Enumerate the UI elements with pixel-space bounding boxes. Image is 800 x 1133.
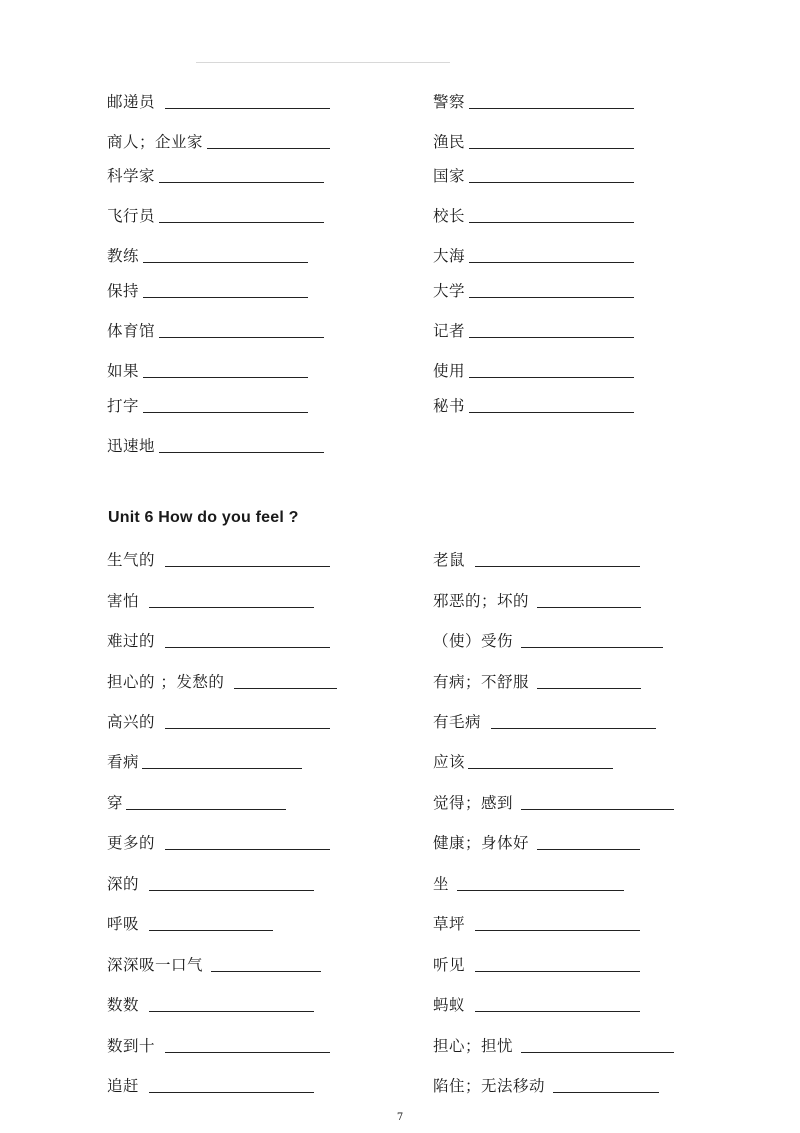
vocab-entry-should <box>433 750 613 772</box>
answer-blank[interactable] <box>521 1052 674 1053</box>
vocab-entry-worried <box>107 670 337 692</box>
vocab-term: 担心；担忧 <box>433 1037 514 1055</box>
answer-blank[interactable] <box>149 607 314 608</box>
vocab-term: 数到十 <box>107 1037 156 1055</box>
vocab-term: 高兴的 <box>107 713 156 731</box>
answer-blank[interactable] <box>234 688 337 689</box>
answer-blank[interactable] <box>475 930 640 931</box>
answer-blank[interactable] <box>475 566 640 567</box>
vocab-term: 深的 <box>107 875 140 893</box>
vocab-entry-quickly <box>107 434 324 456</box>
vocab-term: 草坪 <box>433 915 466 933</box>
vocab-entry-keep <box>107 279 308 301</box>
vocab-entry-ant <box>433 993 640 1015</box>
vocab-entry-deep <box>107 872 314 894</box>
vocab-entry-chase <box>107 1074 314 1096</box>
answer-blank[interactable] <box>126 809 286 810</box>
answer-blank[interactable] <box>469 222 634 223</box>
vocab-term: 科学家 <box>107 167 156 185</box>
vocab-entry-stadium <box>107 319 324 341</box>
answer-blank[interactable] <box>143 377 308 378</box>
vocab-entry-hear <box>433 953 640 975</box>
vocab-entry-headmaster <box>433 204 634 226</box>
answer-blank[interactable] <box>537 607 641 608</box>
unit-heading: Unit 6 How do you feel ? <box>108 509 299 526</box>
answer-blank[interactable] <box>469 337 634 338</box>
vocab-entry-well <box>433 831 640 853</box>
vocab-term: 更多的 <box>107 834 156 852</box>
vocab-term: 蚂蚁 <box>433 996 466 1014</box>
answer-blank[interactable] <box>468 768 613 769</box>
answer-blank[interactable] <box>469 297 634 298</box>
vocab-term: 秘书 <box>433 397 466 415</box>
vocab-term: 体育馆 <box>107 322 156 340</box>
vocab-entry-sea <box>433 244 634 266</box>
answer-blank[interactable] <box>553 1092 659 1093</box>
vocab-entry-angry <box>107 548 330 570</box>
answer-blank[interactable] <box>165 108 330 109</box>
vocab-entry-country <box>433 164 634 186</box>
vocab-term: 记者 <box>433 322 466 340</box>
vocab-term: 邮递员 <box>107 93 156 111</box>
answer-blank[interactable] <box>165 849 330 850</box>
vocab-term: 国家 <box>433 167 466 185</box>
answer-blank[interactable] <box>159 182 324 183</box>
vocab-entry-use <box>433 359 634 381</box>
vocab-entry-wear <box>107 791 286 813</box>
vocab-entry-feel <box>433 791 674 813</box>
answer-blank[interactable] <box>143 412 308 413</box>
vocab-term: 害怕 <box>107 592 140 610</box>
answer-blank[interactable] <box>149 930 273 931</box>
vocab-entry-type <box>107 394 308 416</box>
page-number: 7 <box>396 1112 404 1123</box>
vocab-entry-afraid <box>107 589 314 611</box>
vocab-term: 觉得；感到 <box>433 794 514 812</box>
vocab-entry-businessman <box>107 130 330 152</box>
vocab-term: 呼吸 <box>107 915 140 933</box>
vocab-entry-scientist <box>107 164 324 186</box>
answer-blank[interactable] <box>475 971 640 972</box>
answer-blank[interactable] <box>165 728 330 729</box>
answer-blank[interactable] <box>149 1092 314 1093</box>
vocab-entry-more <box>107 831 330 853</box>
vocab-entry-postman <box>107 90 330 112</box>
answer-blank[interactable] <box>469 182 634 183</box>
vocab-term: 打字 <box>107 397 140 415</box>
vocab-term: 穿 <box>107 794 124 812</box>
vocab-entry-fisherman <box>433 130 634 152</box>
vocab-entry-secretary <box>433 394 634 416</box>
vocab-term: 追赶 <box>107 1077 140 1095</box>
vocab-entry-see-a-doctor <box>107 750 302 772</box>
vocab-entry-coach <box>107 244 308 266</box>
vocab-term: 使用 <box>433 362 466 380</box>
answer-blank[interactable] <box>469 262 634 263</box>
answer-blank[interactable] <box>469 412 634 413</box>
vocab-term: 生气的 <box>107 551 156 569</box>
vocab-term: 渔民 <box>433 133 466 151</box>
vocab-entry-pilot <box>107 204 324 226</box>
vocab-entry-happy <box>107 710 330 732</box>
answer-blank[interactable] <box>159 337 324 338</box>
vocab-term: 担心的 ；发愁的 <box>107 673 225 691</box>
vocab-entry-deep-breath <box>107 953 321 975</box>
vocab-entry-mouse <box>433 548 640 570</box>
vocab-entry-university <box>433 279 634 301</box>
answer-blank[interactable] <box>165 1052 330 1053</box>
vocab-term: （使）受伤 <box>433 632 514 650</box>
vocab-entry-worry <box>433 1034 674 1056</box>
answer-blank[interactable] <box>491 728 656 729</box>
answer-blank[interactable] <box>537 849 640 850</box>
vocab-entry-police <box>433 90 634 112</box>
vocab-entry-stuck <box>433 1074 659 1096</box>
answer-blank[interactable] <box>475 1011 640 1012</box>
vocab-term: 保持 <box>107 282 140 300</box>
answer-blank[interactable] <box>469 108 634 109</box>
vocab-term: 坐 <box>433 875 450 893</box>
answer-blank[interactable] <box>149 1011 314 1012</box>
answer-blank[interactable] <box>211 971 321 972</box>
answer-blank[interactable] <box>165 566 330 567</box>
vocab-term: 如果 <box>107 362 140 380</box>
vocab-term: 深深吸一口气 <box>107 956 204 974</box>
vocab-entry-if <box>107 359 308 381</box>
vocab-entry-grass <box>433 912 640 934</box>
answer-blank[interactable] <box>165 647 330 648</box>
answer-blank[interactable] <box>521 647 663 648</box>
vocab-term: 陷住；无法移动 <box>433 1077 546 1095</box>
answer-blank[interactable] <box>143 297 308 298</box>
answer-blank[interactable] <box>143 262 308 263</box>
vocab-term: 健康；身体好 <box>433 834 530 852</box>
answer-blank[interactable] <box>457 890 624 891</box>
vocab-term: 大海 <box>433 247 466 265</box>
vocab-term: 难过的 <box>107 632 156 650</box>
vocab-entry-sit <box>433 872 624 894</box>
top-divider-line <box>196 62 450 63</box>
vocab-term: 老鼠 <box>433 551 466 569</box>
vocab-entry-count <box>107 993 314 1015</box>
vocab-entry-sad <box>107 629 330 651</box>
vocab-term: 商人；企业家 <box>107 133 204 151</box>
vocab-entry-ill <box>433 670 641 692</box>
answer-blank[interactable] <box>149 890 314 891</box>
answer-blank[interactable] <box>537 688 641 689</box>
vocab-term: 听见 <box>433 956 466 974</box>
answer-blank[interactable] <box>521 809 674 810</box>
vocab-term: 有毛病 <box>433 713 482 731</box>
vocab-entry-evil <box>433 589 641 611</box>
vocab-term: 校长 <box>433 207 466 225</box>
vocab-term: 大学 <box>433 282 466 300</box>
vocab-term: 教练 <box>107 247 140 265</box>
vocab-entry-count-to-ten <box>107 1034 330 1056</box>
answer-blank[interactable] <box>159 452 324 453</box>
vocab-entry-hurt <box>433 629 663 651</box>
vocab-term: 警察 <box>433 93 466 111</box>
vocab-term: 迅速地 <box>107 437 156 455</box>
vocab-term: 邪恶的；坏的 <box>433 592 530 610</box>
vocab-term: 应该 <box>433 753 466 771</box>
vocab-term: 飞行员 <box>107 207 156 225</box>
answer-blank[interactable] <box>469 148 634 149</box>
vocab-term: 数数 <box>107 996 140 1014</box>
vocab-entry-reporter <box>433 319 634 341</box>
answer-blank[interactable] <box>142 768 302 769</box>
answer-blank[interactable] <box>207 148 330 149</box>
vocab-entry-breathe <box>107 912 273 934</box>
vocab-entry-wrong <box>433 710 656 732</box>
answer-blank[interactable] <box>469 377 634 378</box>
vocab-term: 有病；不舒服 <box>433 673 530 691</box>
answer-blank[interactable] <box>159 222 324 223</box>
vocab-term: 看病 <box>107 753 140 771</box>
